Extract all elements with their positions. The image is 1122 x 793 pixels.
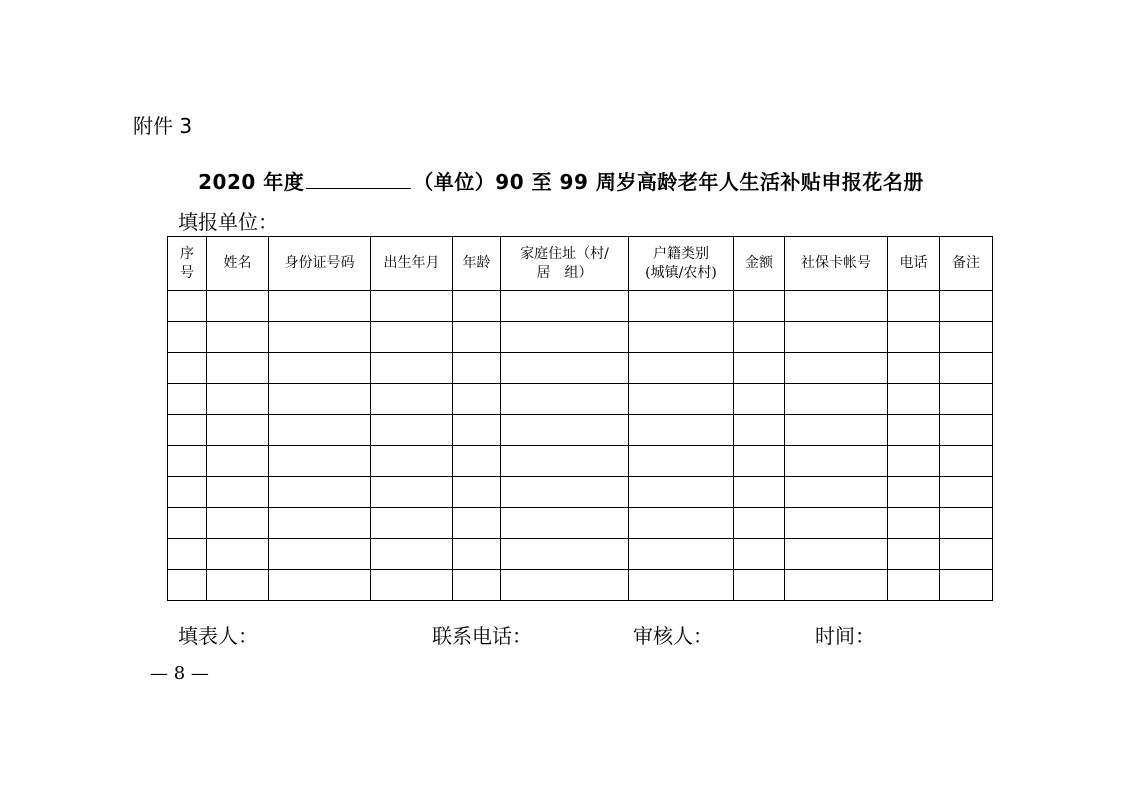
table-cell [785,415,888,446]
table-cell [734,322,785,353]
table-cell [371,508,453,539]
table-cell [207,570,269,601]
table-cell [168,570,207,601]
table-row [168,322,993,353]
table-cell [629,570,734,601]
table-cell [629,291,734,322]
table-cell [501,446,629,477]
table-cell [940,539,993,570]
table-cell [453,384,501,415]
table-cell [734,570,785,601]
table-cell [888,570,940,601]
table-cell [371,415,453,446]
table-cell [629,384,734,415]
table-cell [940,384,993,415]
table-cell [734,353,785,384]
table-cell [785,322,888,353]
table-cell [785,477,888,508]
table-cell [269,477,371,508]
table-cell [371,353,453,384]
table-cell [940,477,993,508]
table-header-row [168,237,993,291]
table-cell [888,446,940,477]
roster-body [168,291,993,601]
table-cell [785,353,888,384]
table-cell [785,384,888,415]
table-cell [785,508,888,539]
table-cell [207,384,269,415]
table-row [168,508,993,539]
table-cell [207,353,269,384]
table-cell [269,384,371,415]
table-row [168,384,993,415]
table-cell [501,291,629,322]
table-cell [734,291,785,322]
table-cell [629,477,734,508]
footer-filler-label: 填表人： [178,624,258,648]
table-cell [940,508,993,539]
table-cell [629,415,734,446]
table-cell [888,353,940,384]
table-cell [453,539,501,570]
table-row [168,353,993,384]
table-cell [453,322,501,353]
table-cell [501,353,629,384]
table-cell [629,508,734,539]
table-cell [453,353,501,384]
table-cell [207,291,269,322]
table-row [168,570,993,601]
col-header-household-type: 户籍类别 (城镇/农村) [629,237,734,291]
table-cell [371,570,453,601]
col-header-social-card: 社保卡帐号 [785,237,888,291]
table-cell [269,322,371,353]
table-cell [168,477,207,508]
table-cell [269,415,371,446]
table-cell [453,508,501,539]
document-title [0,166,1122,195]
col-header-remarks: 备注 [940,237,993,291]
table-cell [371,446,453,477]
table-cell [940,415,993,446]
table-cell [734,446,785,477]
table-cell [269,446,371,477]
table-cell [269,508,371,539]
col-header-name: 姓名 [207,237,269,291]
table-cell [371,539,453,570]
table-cell [207,539,269,570]
table-cell [501,415,629,446]
table-cell [629,353,734,384]
footer-reviewer-label: 审核人： [633,624,713,648]
table-cell [269,291,371,322]
col-header-amount: 金额 [734,237,785,291]
table-cell [453,415,501,446]
footer-contact-phone-label: 联系电话： [432,624,532,648]
col-header-address: 家庭住址（村/ 居 组） [501,237,629,291]
table-row [168,539,993,570]
table-cell [269,570,371,601]
table-cell [785,291,888,322]
table-cell [501,570,629,601]
table-cell [629,322,734,353]
table-row [168,291,993,322]
table-cell [168,446,207,477]
table-cell [888,508,940,539]
col-header-phone: 电话 [888,237,940,291]
table-cell [168,291,207,322]
table-cell [168,415,207,446]
table-cell [371,291,453,322]
table-cell [734,477,785,508]
table-cell [888,322,940,353]
table-cell [501,508,629,539]
table-cell [940,570,993,601]
roster-table [167,236,993,601]
table-cell [940,322,993,353]
table-cell [888,477,940,508]
title-prefix: 2020 年度 [198,170,305,194]
page-number: — 8 — [150,663,209,684]
table-cell [940,446,993,477]
table-cell [785,539,888,570]
table-cell [734,384,785,415]
table-cell [734,539,785,570]
table-cell [168,508,207,539]
table-cell [269,353,371,384]
table-cell [207,508,269,539]
table-cell [453,446,501,477]
table-cell [168,539,207,570]
table-row [168,477,993,508]
table-cell [207,446,269,477]
table-cell [453,291,501,322]
table-cell [940,291,993,322]
table-cell [168,384,207,415]
table-cell [888,384,940,415]
table-cell [888,539,940,570]
table-cell [207,477,269,508]
table-cell [888,415,940,446]
table-cell [453,570,501,601]
col-header-birth: 出生年月 [371,237,453,291]
table-cell [501,539,629,570]
table-cell [734,415,785,446]
table-cell [207,415,269,446]
col-header-seq: 序 号 [168,237,207,291]
table-cell [207,322,269,353]
col-header-id-number: 身份证号码 [269,237,371,291]
title-unit-blank [306,170,411,189]
table-cell [168,353,207,384]
table-cell [501,322,629,353]
table-cell [734,508,785,539]
table-cell [629,446,734,477]
unit-label: 填报单位： [178,210,278,234]
table-cell [453,477,501,508]
attachment-label: 附件 3 [133,114,193,138]
table-row [168,415,993,446]
table-cell [371,477,453,508]
footer-time-label: 时间： [815,624,875,648]
table-row [168,446,993,477]
col-header-age: 年龄 [453,237,501,291]
table-cell [629,539,734,570]
table-cell [501,477,629,508]
table-cell [371,384,453,415]
table-cell [940,353,993,384]
title-suffix: （单位）90 至 99 周岁高龄老年人生活补贴申报花名册 [413,170,924,194]
table-cell [168,322,207,353]
table-cell [785,570,888,601]
table-cell [888,291,940,322]
table-cell [785,446,888,477]
table-cell [371,322,453,353]
table-cell [501,384,629,415]
table-cell [269,539,371,570]
